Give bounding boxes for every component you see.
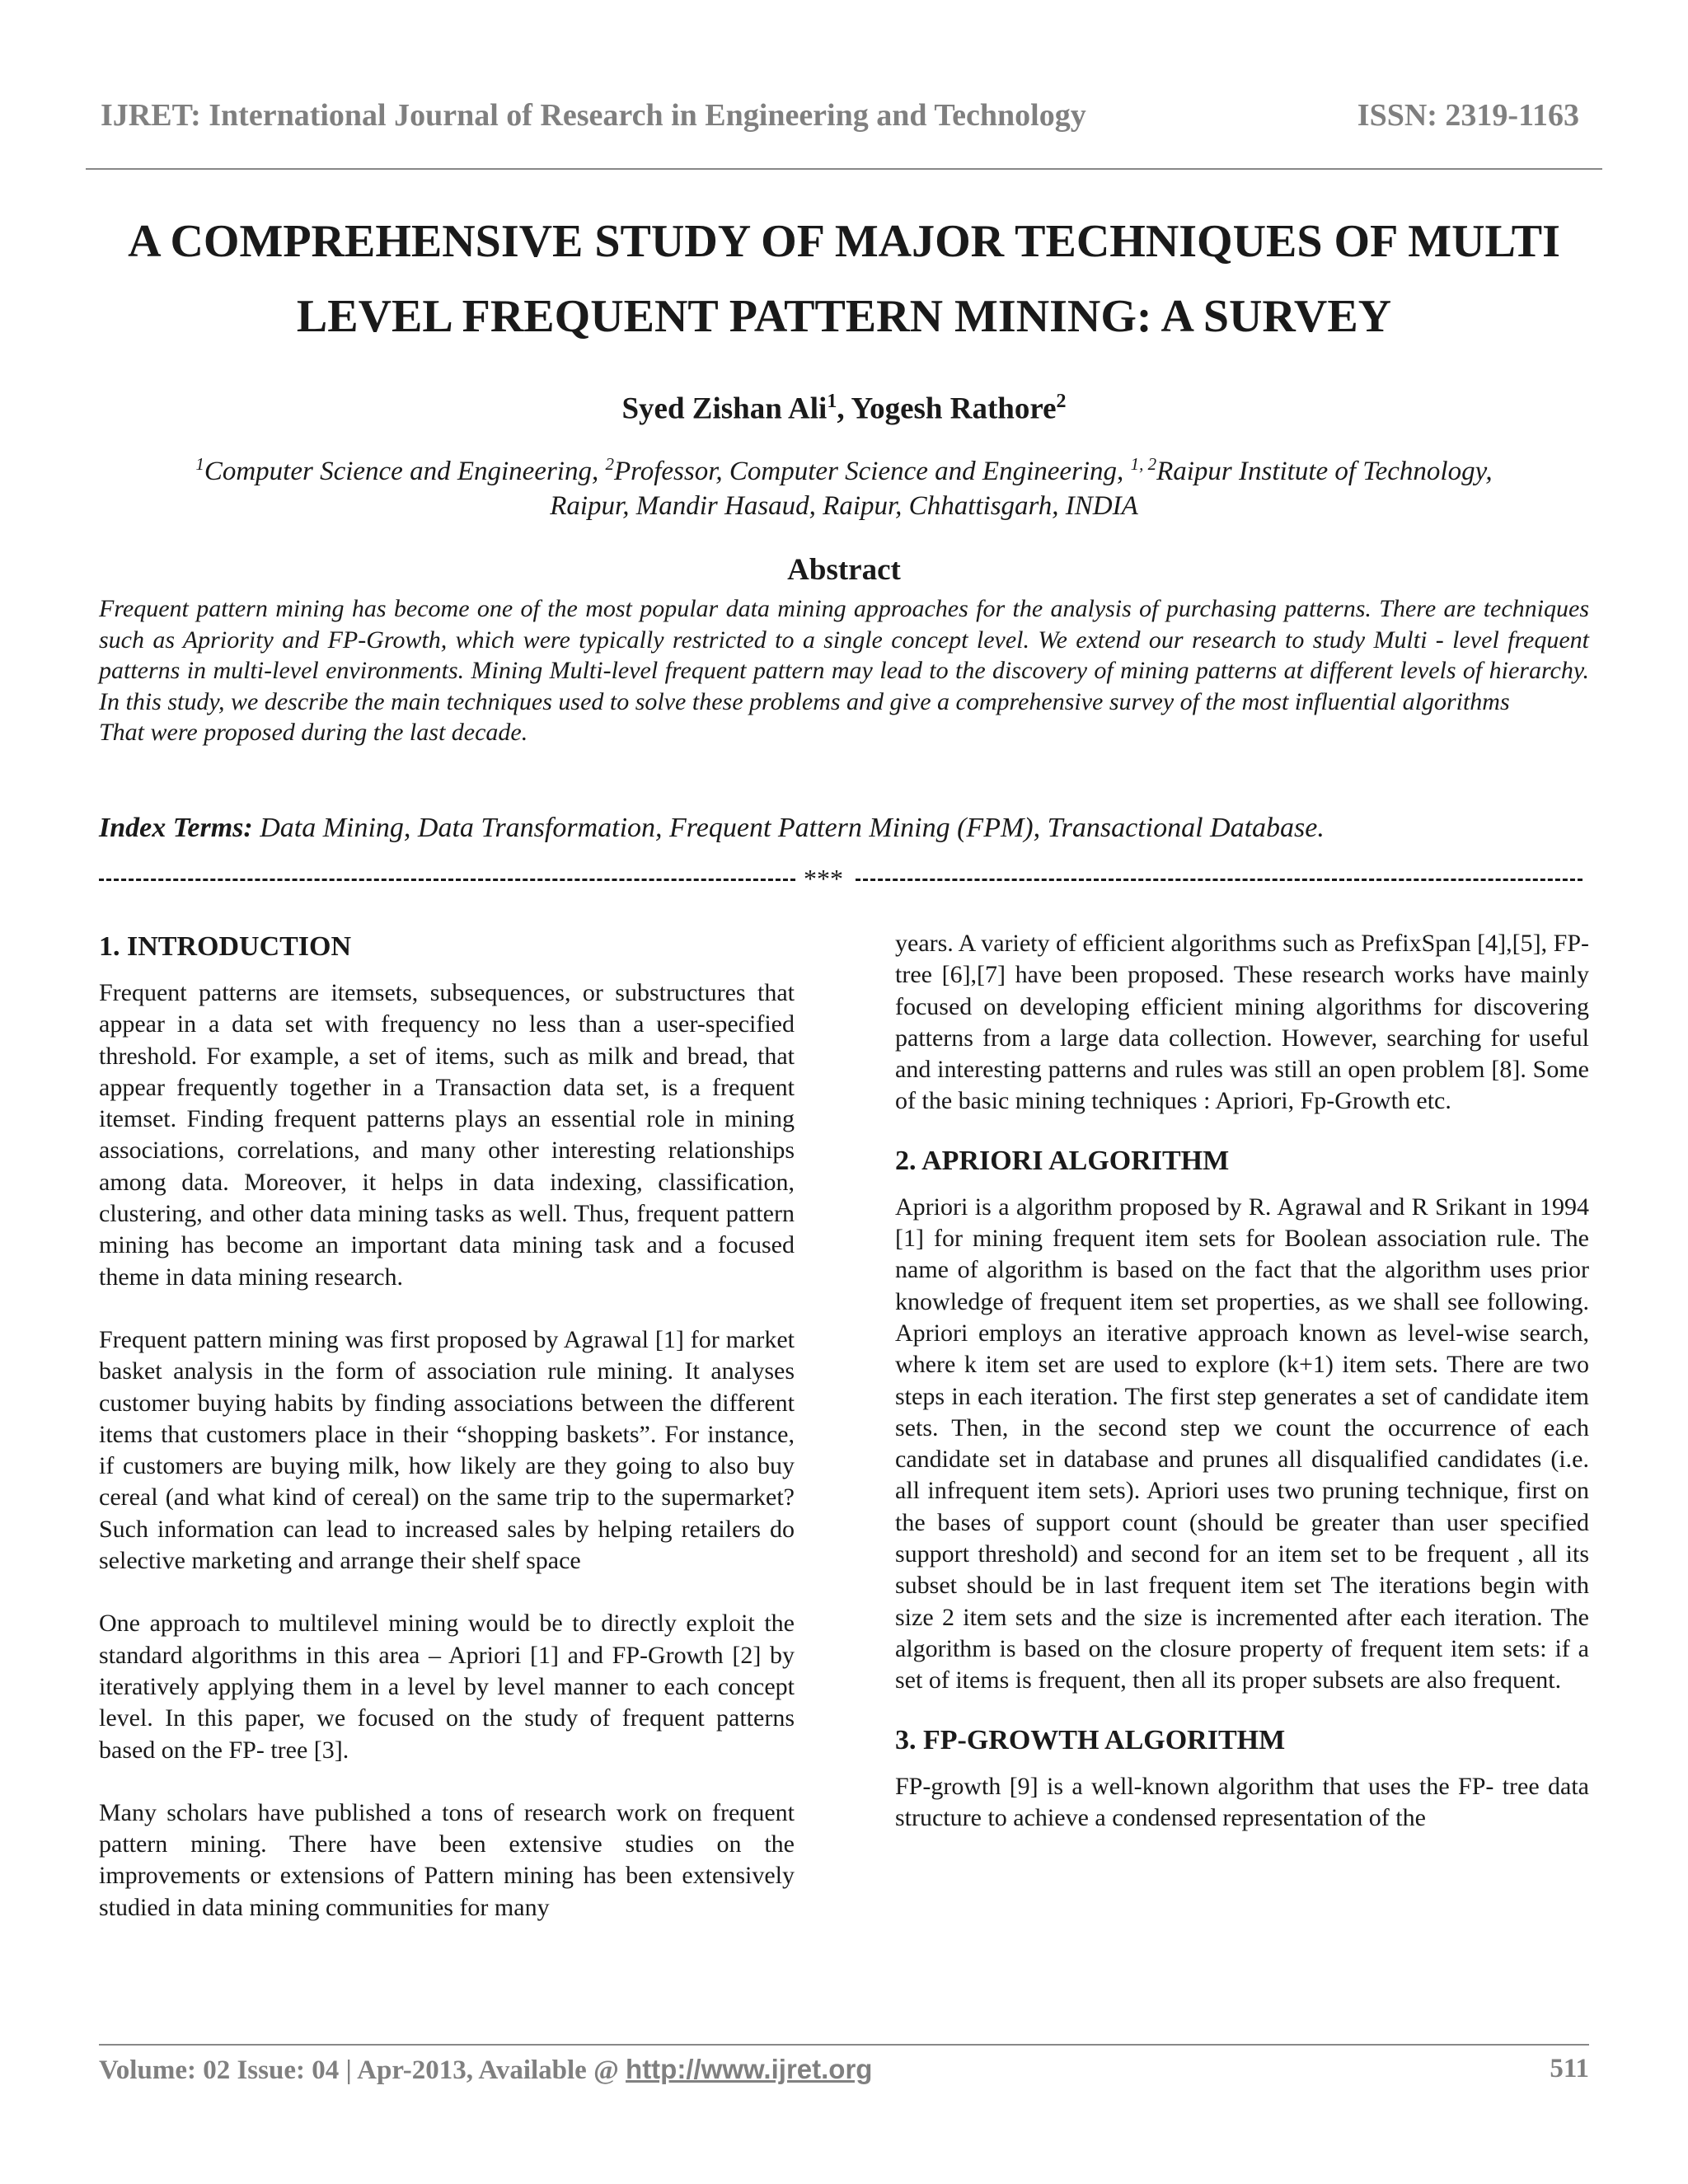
footer-volume [99, 2054, 872, 2086]
intro-paragraph-4: Many scholars have published a tons of research work on frequent pattern mining. There have been extensive studies on the improvements or extensions of Pattern mining has been extensively studied in data mining communities for many [99, 1798, 795, 1921]
separator-stars: *** [804, 865, 843, 893]
apriori-heading: 2. APRIORI ALGORITHM [895, 1145, 1230, 1176]
title-line-2: LEVEL FREQUENT PATTERN MINING: A SURVEY [296, 291, 1392, 342]
intro-paragraph-2: Frequent pattern mining was first proposed by Agrawal [1] for market basket analysis in the form of association rule mining. It analyses customer buying habits by finding associations between the different items that customers place in their “shopping baskets”. For instance, if customers are buying milk, how likely are they going to also buy cereal (and what kind of cereal) on the same trip to the supermarket? Such information can lead to increased sales by helping retailers do selective marketing and arrange their shelf space [99, 1325, 795, 1575]
left-column [99, 928, 795, 1924]
index-terms [99, 813, 1589, 844]
page-number: 511 [1550, 2054, 1589, 2083]
journal-name: IJRET: International Journal of Research in Engineering and Technology [101, 98, 1086, 133]
separator-dashes-right [856, 879, 1582, 881]
intro-paragraph-4-continued: years. A variety of efficient algorithms such as PrefixSpan [4],[5], FP-tree [6],[7] have been proposed. These research works have mainly focused on developing efficient mining algorithms for discovering patterns from a large data collection. However, searching for useful and interesting patterns and rules was still an open problem [8]. Some of the basic mining techniques : Apriori, Fp-Growth etc. [895, 930, 1589, 1115]
affil-part-3: Raipur Institute of Technology, [1156, 457, 1493, 486]
author-2-name: Yogesh Rathore [851, 391, 1057, 426]
header-rule [86, 168, 1602, 170]
author-1-sup: 1 [827, 391, 837, 412]
abstract-text-last: That were proposed during the last decade. [99, 719, 528, 746]
intro-paragraph-3: One approach to multilevel mining would be to directly exploit the standard algorithms in this area – Apriori [1] and FP-Growth [2] by iteratively applying them in a level by level manner to each concept level. In this paper, we focused on the study of frequent patterns based on the FP- tree [3]. [99, 1610, 795, 1764]
index-terms-text: Data Mining, Data Transformation, Frequent Pattern Mining (FPM), Transactional Database. [252, 813, 1325, 843]
separator-dashes-left [99, 879, 795, 881]
affiliation-line-2: Raipur, Mandir Hasaud, Raipur, Chhattisgarh, INDIA [550, 491, 1138, 521]
author-separator: , [837, 391, 851, 426]
affil-sup-2: 2 [605, 454, 614, 474]
abstract-text: Frequent pattern mining has become one of the most popular data mining approaches for the analysis of purchasing patterns. There are techniques such as Apriority and FP-Growth, which were typically restricted to a single concept level. We extend our research to study Multi - level frequent patterns in multi-level environments. Mining Multi-level frequent pattern may lead to the discovery of mining patterns at different levels of hierarchy. In this study, we describe the main techniques used to solve these problems and give a comprehensive survey of the most influential algorithms [99, 595, 1589, 715]
footer-volume-text: Volume: 02 Issue: 04 | Apr-2013, Available @ [99, 2055, 626, 2085]
fpgrowth-paragraph-1: FP-growth [9] is a well-known algorithm that uses the FP- tree data structure to achieve a condensed representation of the [895, 1772, 1589, 1831]
paper-title [91, 204, 1597, 354]
abstract-heading: Abstract [787, 553, 901, 587]
affil-sup-3: 1, 2 [1130, 454, 1157, 474]
section-separator [99, 865, 1582, 893]
abstract-body [99, 593, 1589, 748]
affiliation-line-1 [91, 447, 1597, 489]
apriori-paragraph-1: Apriori is a algorithm proposed by R. Agrawal and R Srikant in 1994 [1] for mining frequent item sets for Boolean association rule. The name of algorithm is based on the fact that the algorithm uses prior knowledge of frequent item set properties, as we shall see following. Apriori employs an iterative approach known as level-wise search, where k item set are used to explore (k+1) item sets. There are two steps in each iteration. The first step generates a set of candidate item sets. Then, in the second step we count the occurrence of each candidate set in database and prunes all disqualified candidates (i.e. all infrequent item sets). Apriori uses two pruning technique, first on the bases of support count (should be greater than user specified support threshold) and second for an item set to be frequent , all its subset should be in last frequent item set The iterations begin with size 2 item sets and the size is incremented after each iteration. The algorithm is based on the closure property of frequent item sets: if a set of items is frequent, then all its proper subsets are also frequent. [895, 1193, 1589, 1694]
intro-heading: 1. INTRODUCTION [99, 931, 352, 962]
title-line-1: A COMPREHENSIVE STUDY OF MAJOR TECHNIQUES OF MULTI [128, 216, 1560, 267]
journal-url-link[interactable]: http://www.ijret.org [626, 2054, 873, 2084]
affil-part-1: Computer Science and Engineering, [204, 457, 606, 486]
affil-part-2: Professor, Computer Science and Engineering, [613, 457, 1131, 486]
right-column [895, 928, 1589, 1834]
affiliations [91, 447, 1597, 523]
running-header [91, 97, 1599, 138]
footer-rule [99, 2044, 1589, 2046]
author-2-sup: 2 [1056, 391, 1067, 412]
index-terms-label: Index Terms: [99, 813, 253, 843]
intro-paragraph-1: Frequent patterns are itemsets, subsequences, or substructures that appear in a data set with frequency no less than a user-specified threshold. For example, a set of items, such as milk and bread, that appear frequently together in a Transaction data set, is a frequent itemset. Finding frequent patterns plays an essential role in mining associations, correlations, and many other interesting relationships among data. Moreover, it helps in data indexing, classification, clustering, and other data mining tasks as well. Thus, frequent pattern mining has become an important data mining task and a focused theme in data mining research. [99, 979, 795, 1291]
affil-sup-1: 1 [195, 454, 204, 474]
running-footer [99, 2054, 1589, 2095]
issn-number: ISSN: 2319-1163 [1357, 98, 1579, 133]
author-list [91, 391, 1597, 426]
fpgrowth-heading: 3. FP-GROWTH ALGORITHM [895, 1724, 1286, 1755]
author-1-name: Syed Zishan Ali [621, 391, 828, 426]
